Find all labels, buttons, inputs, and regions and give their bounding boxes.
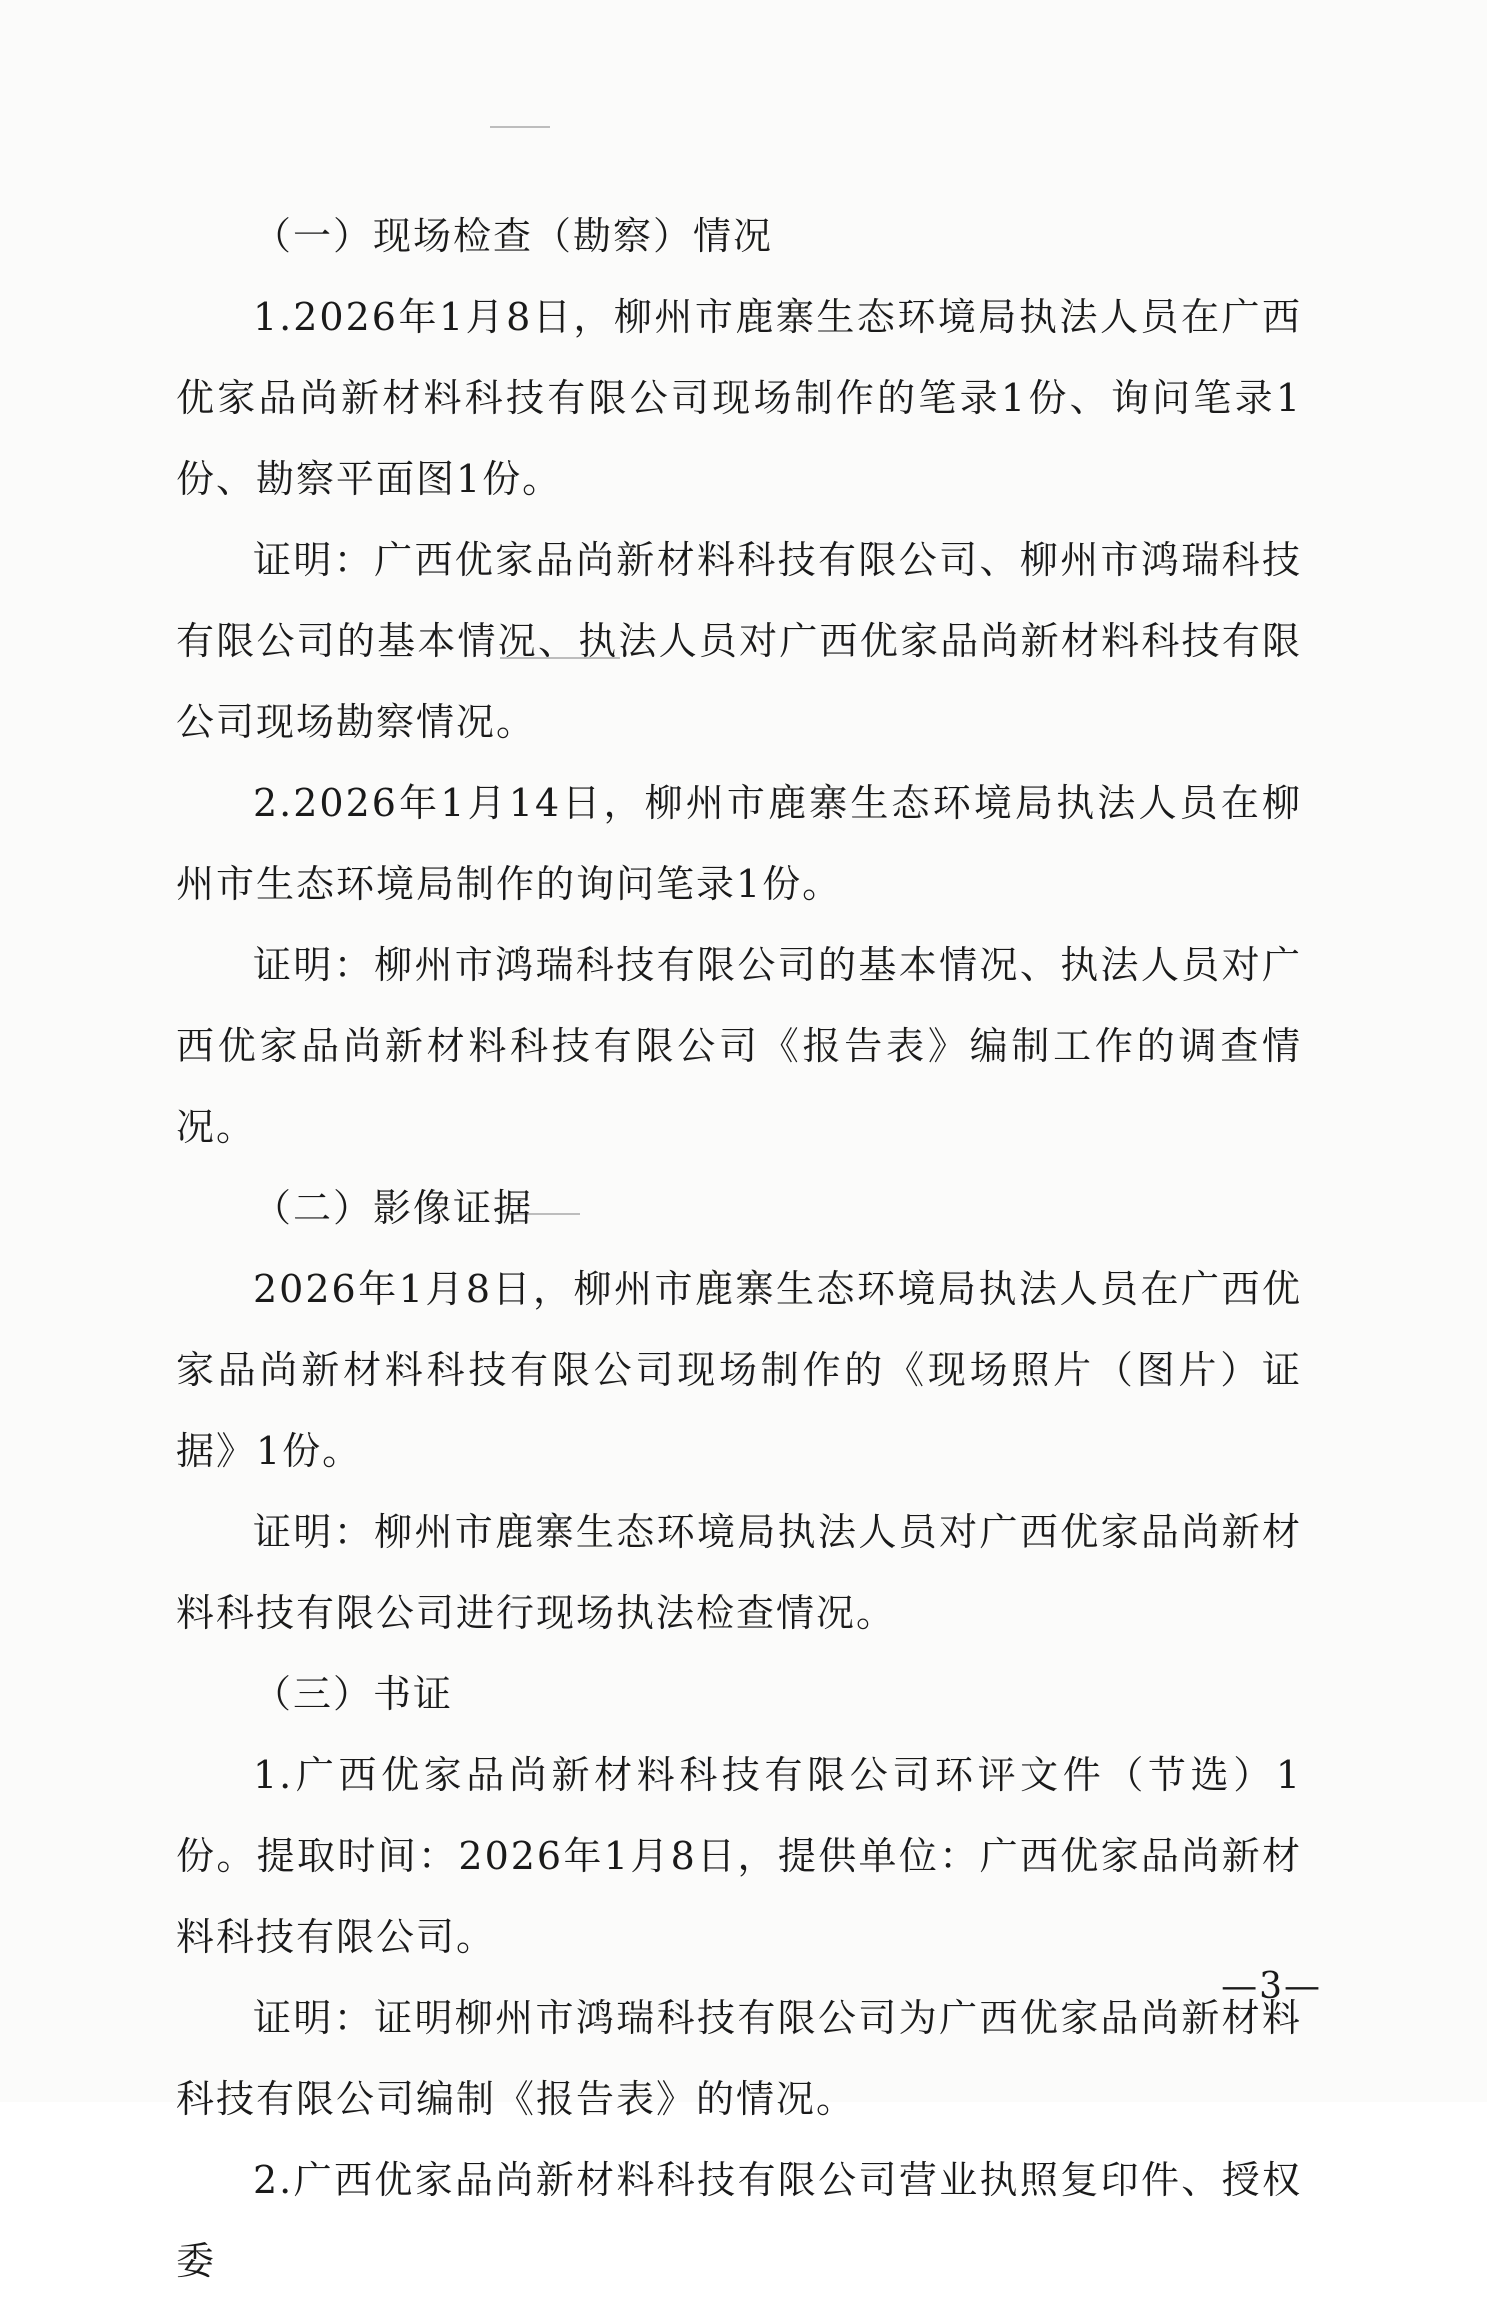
paragraph-image-evidence: 2026年1月8日，柳州市鹿寨生态环境局执法人员在广西优家品尚新材料科技有限公司现场制作的《现场照片（图片）证据》1份。 (176, 1267, 1302, 1473)
paragraph-item-1: 1.2026年1月8日，柳州市鹿寨生态环境局执法人员在广西优家品尚新材料科技有限公司现场制作的笔录1份、询问笔录1份、勘察平面图1份。 (176, 295, 1302, 501)
paragraph-item-2: 2.2026年1月14日，柳州市鹿寨生态环境局执法人员在柳州市生态环境局制作的询问笔录1份。 (176, 781, 1302, 906)
section-heading-image-evidence: （二）影像证据 (253, 1186, 534, 1230)
section-heading-documentary-evidence: （三）书证 (253, 1672, 454, 1716)
document-body (176, 196, 1302, 2302)
page-number: —3— (1221, 1966, 1322, 2007)
scan-artifact (490, 126, 550, 128)
section-heading-site-inspection: （一）现场检查（勘察）情况 (253, 214, 774, 258)
paragraph-documentary-2: 2.广西优家品尚新材料科技有限公司营业执照复印件、授权委 (176, 2158, 1302, 2283)
paragraph-proof-1: 证明：广西优家品尚新材料科技有限公司、柳州市鸿瑞科技有限公司的基本情况、执法人员对广西优家品尚新材料科技有限公司现场勘察情况。 (176, 538, 1302, 744)
paragraph-proof-2: 证明：柳州市鸿瑞科技有限公司的基本情况、执法人员对广西优家品尚新材料科技有限公司《报告表》编制工作的调查情况。 (176, 943, 1302, 1149)
paragraph-proof-3: 证明：柳州市鹿寨生态环境局执法人员对广西优家品尚新材料科技有限公司进行现场执法检查情况。 (176, 1510, 1302, 1635)
paragraph-documentary-1: 1.广西优家品尚新材料科技有限公司环评文件（节选）1份。提取时间：2026年1月8日，提供单位：广西优家品尚新材料科技有限公司。 (176, 1753, 1302, 1959)
paragraph-proof-4: 证明：证明柳州市鸿瑞科技有限公司为广西优家品尚新材料科技有限公司编制《报告表》的情况。 (176, 1996, 1302, 2121)
